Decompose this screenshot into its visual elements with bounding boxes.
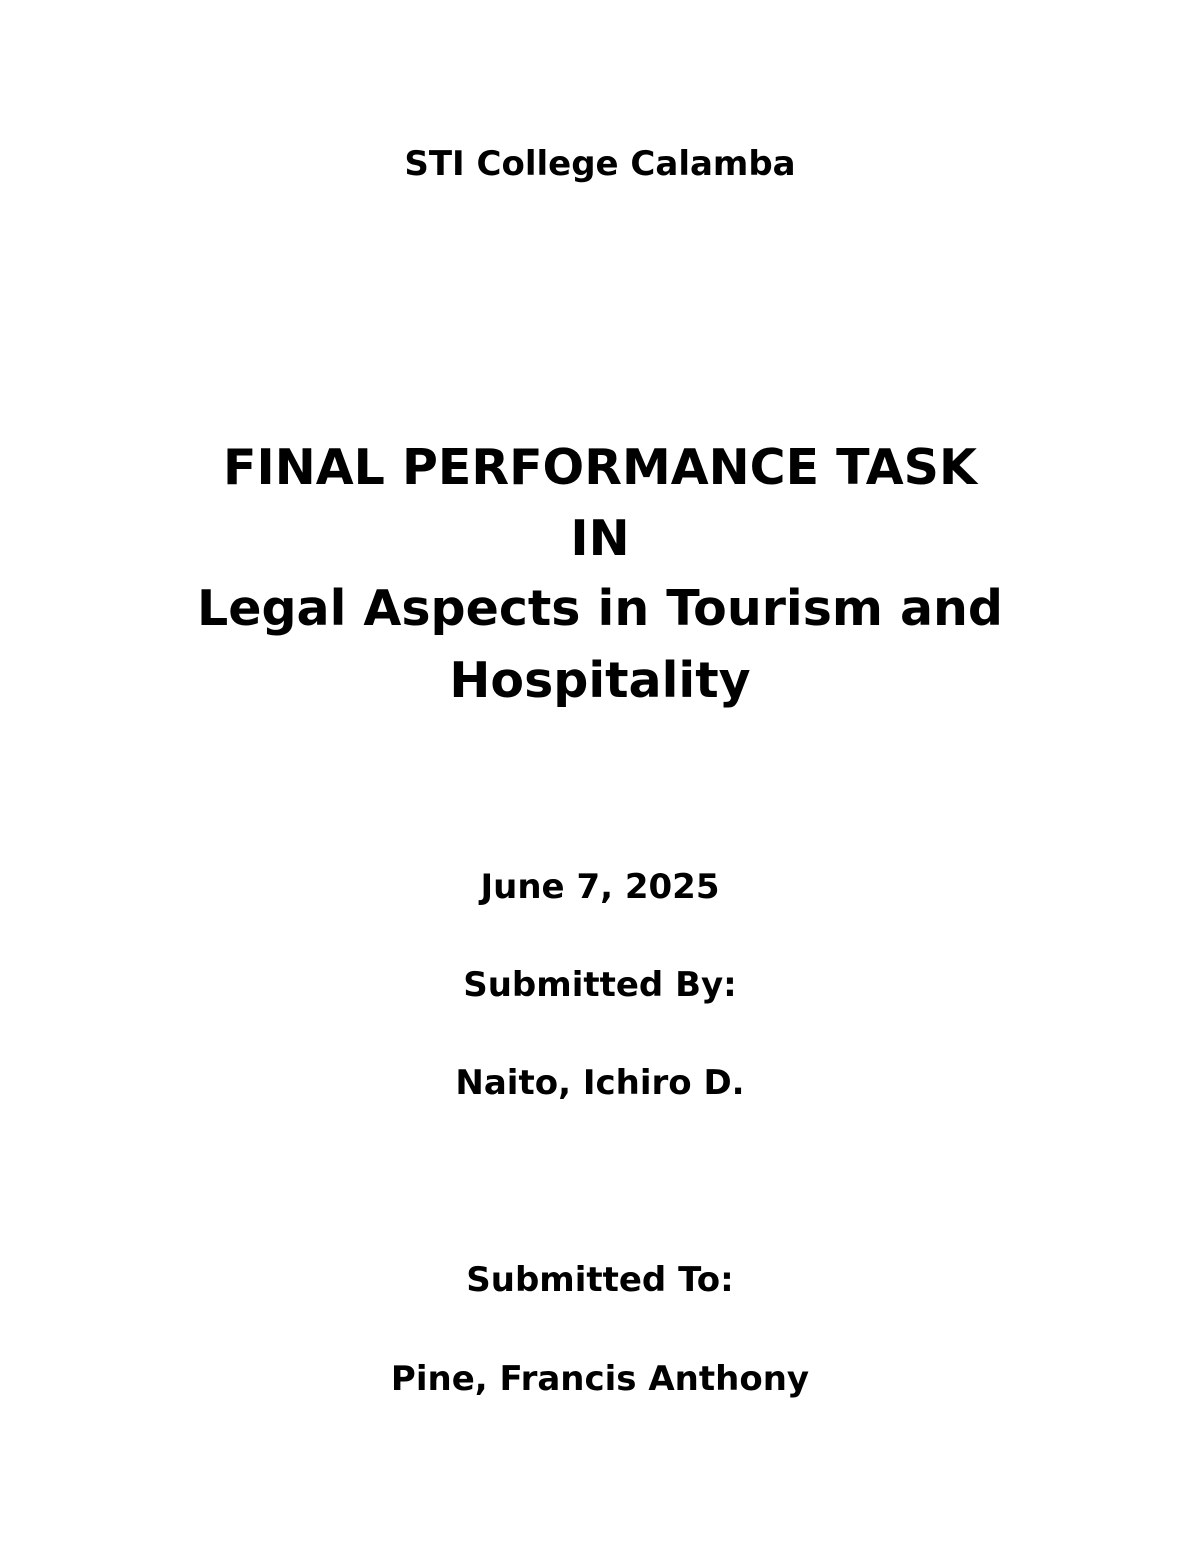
- submitted-to-label: Submitted To:: [466, 1260, 734, 1300]
- title-line-3: Legal Aspects in Tourism and: [196, 580, 1003, 637]
- title-line-4: Hospitality: [449, 652, 751, 709]
- title-line-2: IN: [570, 510, 630, 567]
- submitted-to-name: Pine, Francis Anthony: [390, 1359, 810, 1399]
- title-line-1: FINAL PERFORMANCE TASK: [223, 439, 977, 496]
- institution-name: STI College Calamba: [404, 144, 796, 184]
- submission-date: June 7, 2025: [480, 867, 720, 907]
- submitted-by-name: Naito, Ichiro D.: [455, 1063, 745, 1103]
- submitted-by-label: Submitted By:: [463, 965, 737, 1005]
